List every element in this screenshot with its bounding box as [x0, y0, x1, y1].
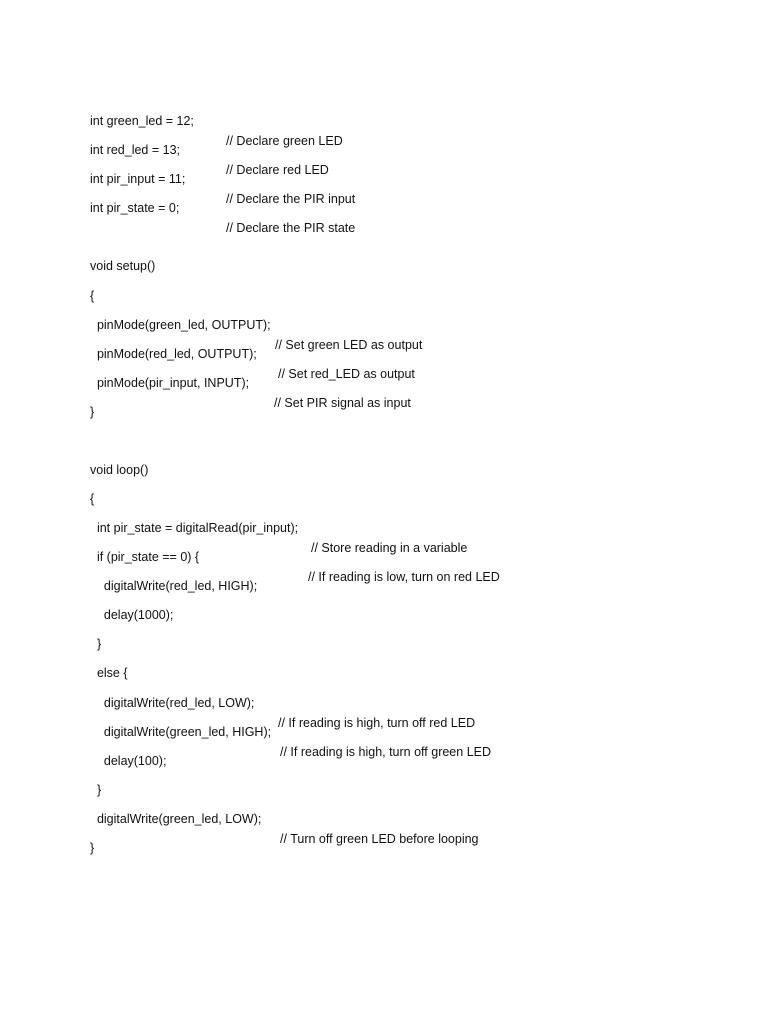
code-comment: // If reading is high, turn off green LED	[280, 745, 492, 759]
code-text: digitalWrite(red_led, HIGH);	[90, 579, 258, 593]
code-line	[90, 266, 104, 303]
code-comment: // Set green LED as output	[275, 338, 423, 352]
code-line	[90, 818, 104, 855]
code-line	[90, 382, 104, 419]
code-line	[90, 91, 343, 148]
code-text: void loop()	[90, 463, 149, 477]
code-text: pinMode(green_led, OUTPUT);	[90, 318, 271, 332]
code-line	[90, 760, 104, 797]
code-comment: // Store reading in a variable	[311, 541, 468, 555]
code-comment: // If reading is low, turn on red LED	[308, 570, 500, 584]
code-comment: // Declare green LED	[226, 134, 343, 148]
code-text: }	[90, 783, 102, 797]
code-comment: // If reading is high, turn off red LED	[278, 716, 476, 730]
code-comment: // Declare red LED	[226, 163, 329, 177]
code-text: }	[90, 405, 95, 419]
code-text: }	[90, 637, 102, 651]
code-text: {	[90, 492, 95, 506]
code-text: int green_led = 12;	[90, 114, 194, 128]
code-comment: // Turn off green LED before looping	[280, 832, 479, 846]
code-text: digitalWrite(green_led, LOW);	[90, 812, 262, 826]
code-line	[90, 295, 423, 352]
code-text: int pir_input = 11;	[90, 172, 186, 186]
code-text: int pir_state = 0;	[90, 201, 180, 215]
code-text: {	[90, 289, 95, 303]
code-text: int red_led = 13;	[90, 143, 180, 157]
code-text: delay(1000);	[90, 608, 174, 622]
code-line	[90, 469, 104, 506]
code-comment: // Declare the PIR input	[226, 192, 356, 206]
code-line	[90, 731, 167, 768]
code-line	[90, 498, 468, 555]
code-comment: // Declare the PIR state	[226, 221, 356, 235]
code-line	[90, 789, 479, 846]
code-text: }	[90, 841, 95, 855]
code-line	[90, 236, 156, 273]
code-line	[90, 614, 104, 651]
code-comment: // Set PIR signal as input	[274, 396, 411, 410]
code-line	[90, 440, 149, 477]
code-text: pinMode(red_led, OUTPUT);	[90, 347, 257, 361]
code-text: pinMode(pir_input, INPUT);	[90, 376, 250, 390]
code-text: void setup()	[90, 259, 156, 273]
code-text: else {	[90, 666, 128, 680]
code-text: delay(100);	[90, 754, 167, 768]
code-text: digitalWrite(green_led, HIGH);	[90, 725, 272, 739]
code-text: digitalWrite(red_led, LOW);	[90, 696, 255, 710]
code-comment: // Set red_LED as output	[278, 367, 415, 381]
code-text: if (pir_state == 0) {	[90, 550, 200, 564]
code-line	[90, 585, 174, 622]
code-line	[90, 643, 128, 680]
code-text: int pir_state = digitalRead(pir_input);	[90, 521, 299, 535]
